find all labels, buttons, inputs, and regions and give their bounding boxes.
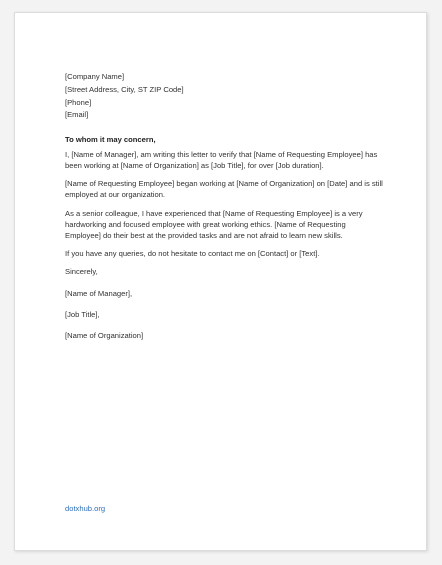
street-address: [Street Address, City, ST ZIP Code] <box>65 84 184 94</box>
salutation: To whom it may concern, <box>65 134 156 144</box>
footer-link[interactable]: dotxhub.org <box>65 504 106 513</box>
signer-title: [Job Title], <box>65 309 100 319</box>
paragraph-employment-start: [Name of Requesting Employee] began working at [Name of Organization] on [Date] and is still employed at our organization. <box>65 179 383 200</box>
paragraph-recommendation: As a senior colleague, I have experienced that [Name of Requesting Employee] is a very hardworking and focused employee with great working ethics. [Name of Requesting Employee] do their best at the provided tasks and are not afraid to learn new skills. <box>65 208 363 241</box>
valediction: Sincerely, <box>65 267 98 277</box>
paragraph-verification: I, [Name of Manager], am writing this letter to verify that [Name of Requesting Employee] has been working at [Name of Organization] as [Job Title], for over [Job duration]. <box>65 149 378 170</box>
sender-address <box>65 71 383 121</box>
signer-organization: [Name of Organization] <box>65 331 144 341</box>
paragraph-contact: If you have any queries, do not hesitate to contact me on [Contact] or [Text]. <box>65 249 320 259</box>
document-page <box>14 12 427 551</box>
phone: [Phone] <box>65 97 92 107</box>
email: [Email] <box>65 110 89 120</box>
letter-body <box>65 71 383 351</box>
company-name: [Company Name] <box>65 72 125 81</box>
signer-name: [Name of Manager], <box>65 288 133 298</box>
